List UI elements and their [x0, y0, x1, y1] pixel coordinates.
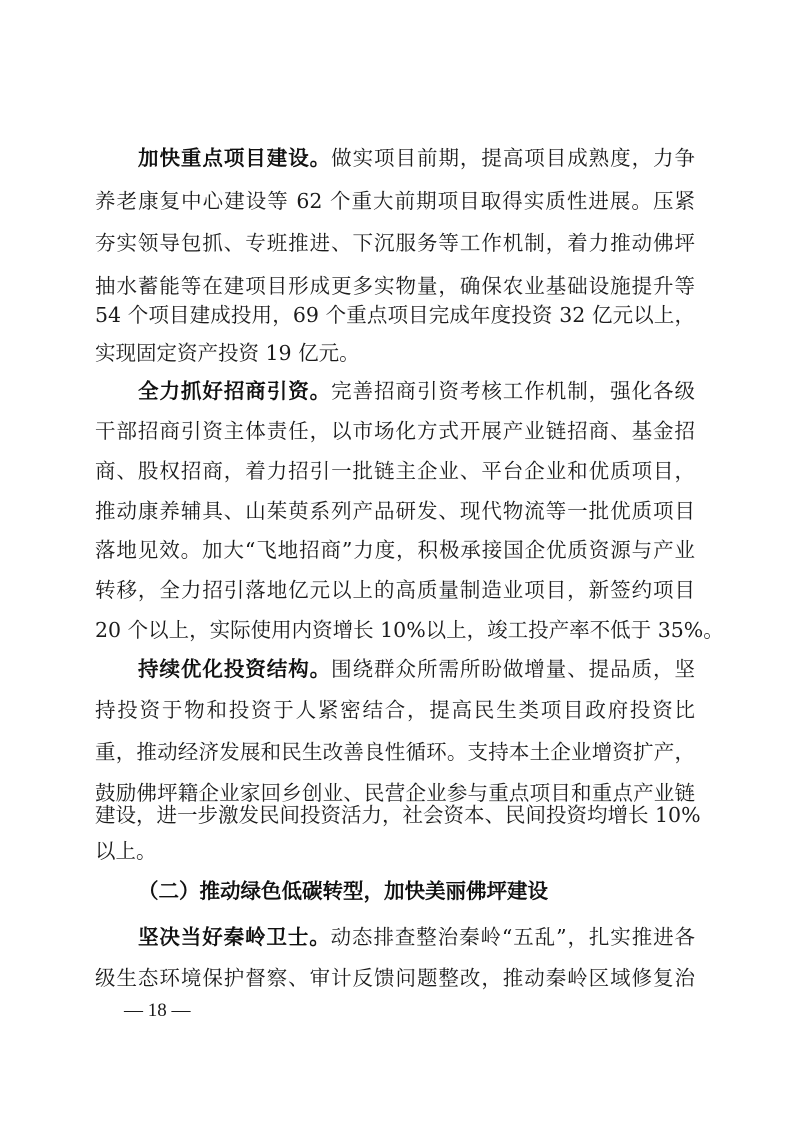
paragraph-1-line-3: 夯实领导包抓、专班推进、下沉服务等工作机制，着力推动佛坪 — [95, 231, 695, 255]
paragraph-3-text: 围绕群众所需所盼做增量、提品质，坚 — [331, 657, 695, 681]
paragraph-3-line-3: 重，推动经济发展和民生改善良性循环。支持本土企业增资扩产， — [95, 740, 695, 764]
paragraph-3-lead: 持续优化投资结构。 — [138, 657, 332, 681]
section-heading: （二）推动绿色低碳转型，加快美丽佛坪建设 — [138, 879, 548, 903]
paragraph-3-line-2: 持投资于物和投资于人紧密结合，提高民生类项目政府投资比 — [95, 698, 695, 722]
paragraph-2-line-1 — [138, 371, 695, 411]
paragraph-4-text: 动态排查整治秦岭“五乱”，扎实推进各 — [330, 925, 696, 949]
paragraph-1-line-5: 54 个项目建成投用，69 个重点项目完成年度投资 32 亿元以上， — [95, 303, 695, 327]
paragraph-3-line-5: 建设，进一步激发民间投资活力，社会资本、民间投资均增长 10% — [95, 803, 701, 827]
paragraph-3-line-4: 鼓励佛坪籍企业家回乡创业、民营企业参与重点项目和重点产业链 — [95, 781, 695, 805]
paragraph-2-line-5: 落地见效。加大“飞地招商”力度，积极承接国企优质资源与产业 — [95, 538, 695, 562]
paragraph-2-line-6: 转移，全力招引落地亿元以上的高质量制造业项目，新签约项目 — [95, 578, 695, 602]
paragraph-2-text: 完善招商引资考核工作机制，强化各级 — [331, 379, 695, 403]
paragraph-1-line-1 — [138, 138, 695, 178]
paragraph-1-text: 做实项目前期，提高项目成熟度，力争 — [331, 146, 695, 170]
paragraph-2-line-3: 商、股权招商，着力招引一批链主企业、平台企业和优质项目， — [95, 459, 695, 483]
paragraph-4-line-2: 级生态环境保护督察、审计反馈问题整改，推动秦岭区域修复治 — [95, 966, 695, 990]
paragraph-1-lead: 加快重点项目建设。 — [138, 146, 332, 170]
paragraph-3-line-6: 以上。 — [95, 839, 157, 863]
paragraph-2-line-7: 20 个以上，实际使用内资增长 10%以上，竣工投产率不低于 35%。 — [95, 618, 724, 642]
paragraph-3-line-1 — [138, 649, 695, 689]
paragraph-2-line-2: 干部招商引资主体责任，以市场化方式开展产业链招商、基金招 — [95, 419, 695, 443]
page-number: — 18 — — [124, 1000, 191, 1021]
paragraph-2-line-4: 推动康养辅具、山茱萸系列产品研发、现代物流等一批优质项目 — [95, 499, 695, 523]
paragraph-1-line-4: 抽水蓄能等在建项目形成更多实物量，确保农业基础设施提升等 — [95, 274, 695, 298]
paragraph-1-line-6: 实现固定资产投资 19 亿元。 — [95, 341, 360, 365]
paragraph-2-lead: 全力抓好招商引资。 — [138, 379, 332, 403]
paragraph-4-lead: 坚决当好秦岭卫士。 — [138, 925, 331, 949]
paragraph-4-line-1 — [138, 917, 695, 957]
paragraph-1-line-2: 养老康复中心建设等 62 个重大前期项目取得实质性进展。压紧 — [95, 189, 695, 213]
